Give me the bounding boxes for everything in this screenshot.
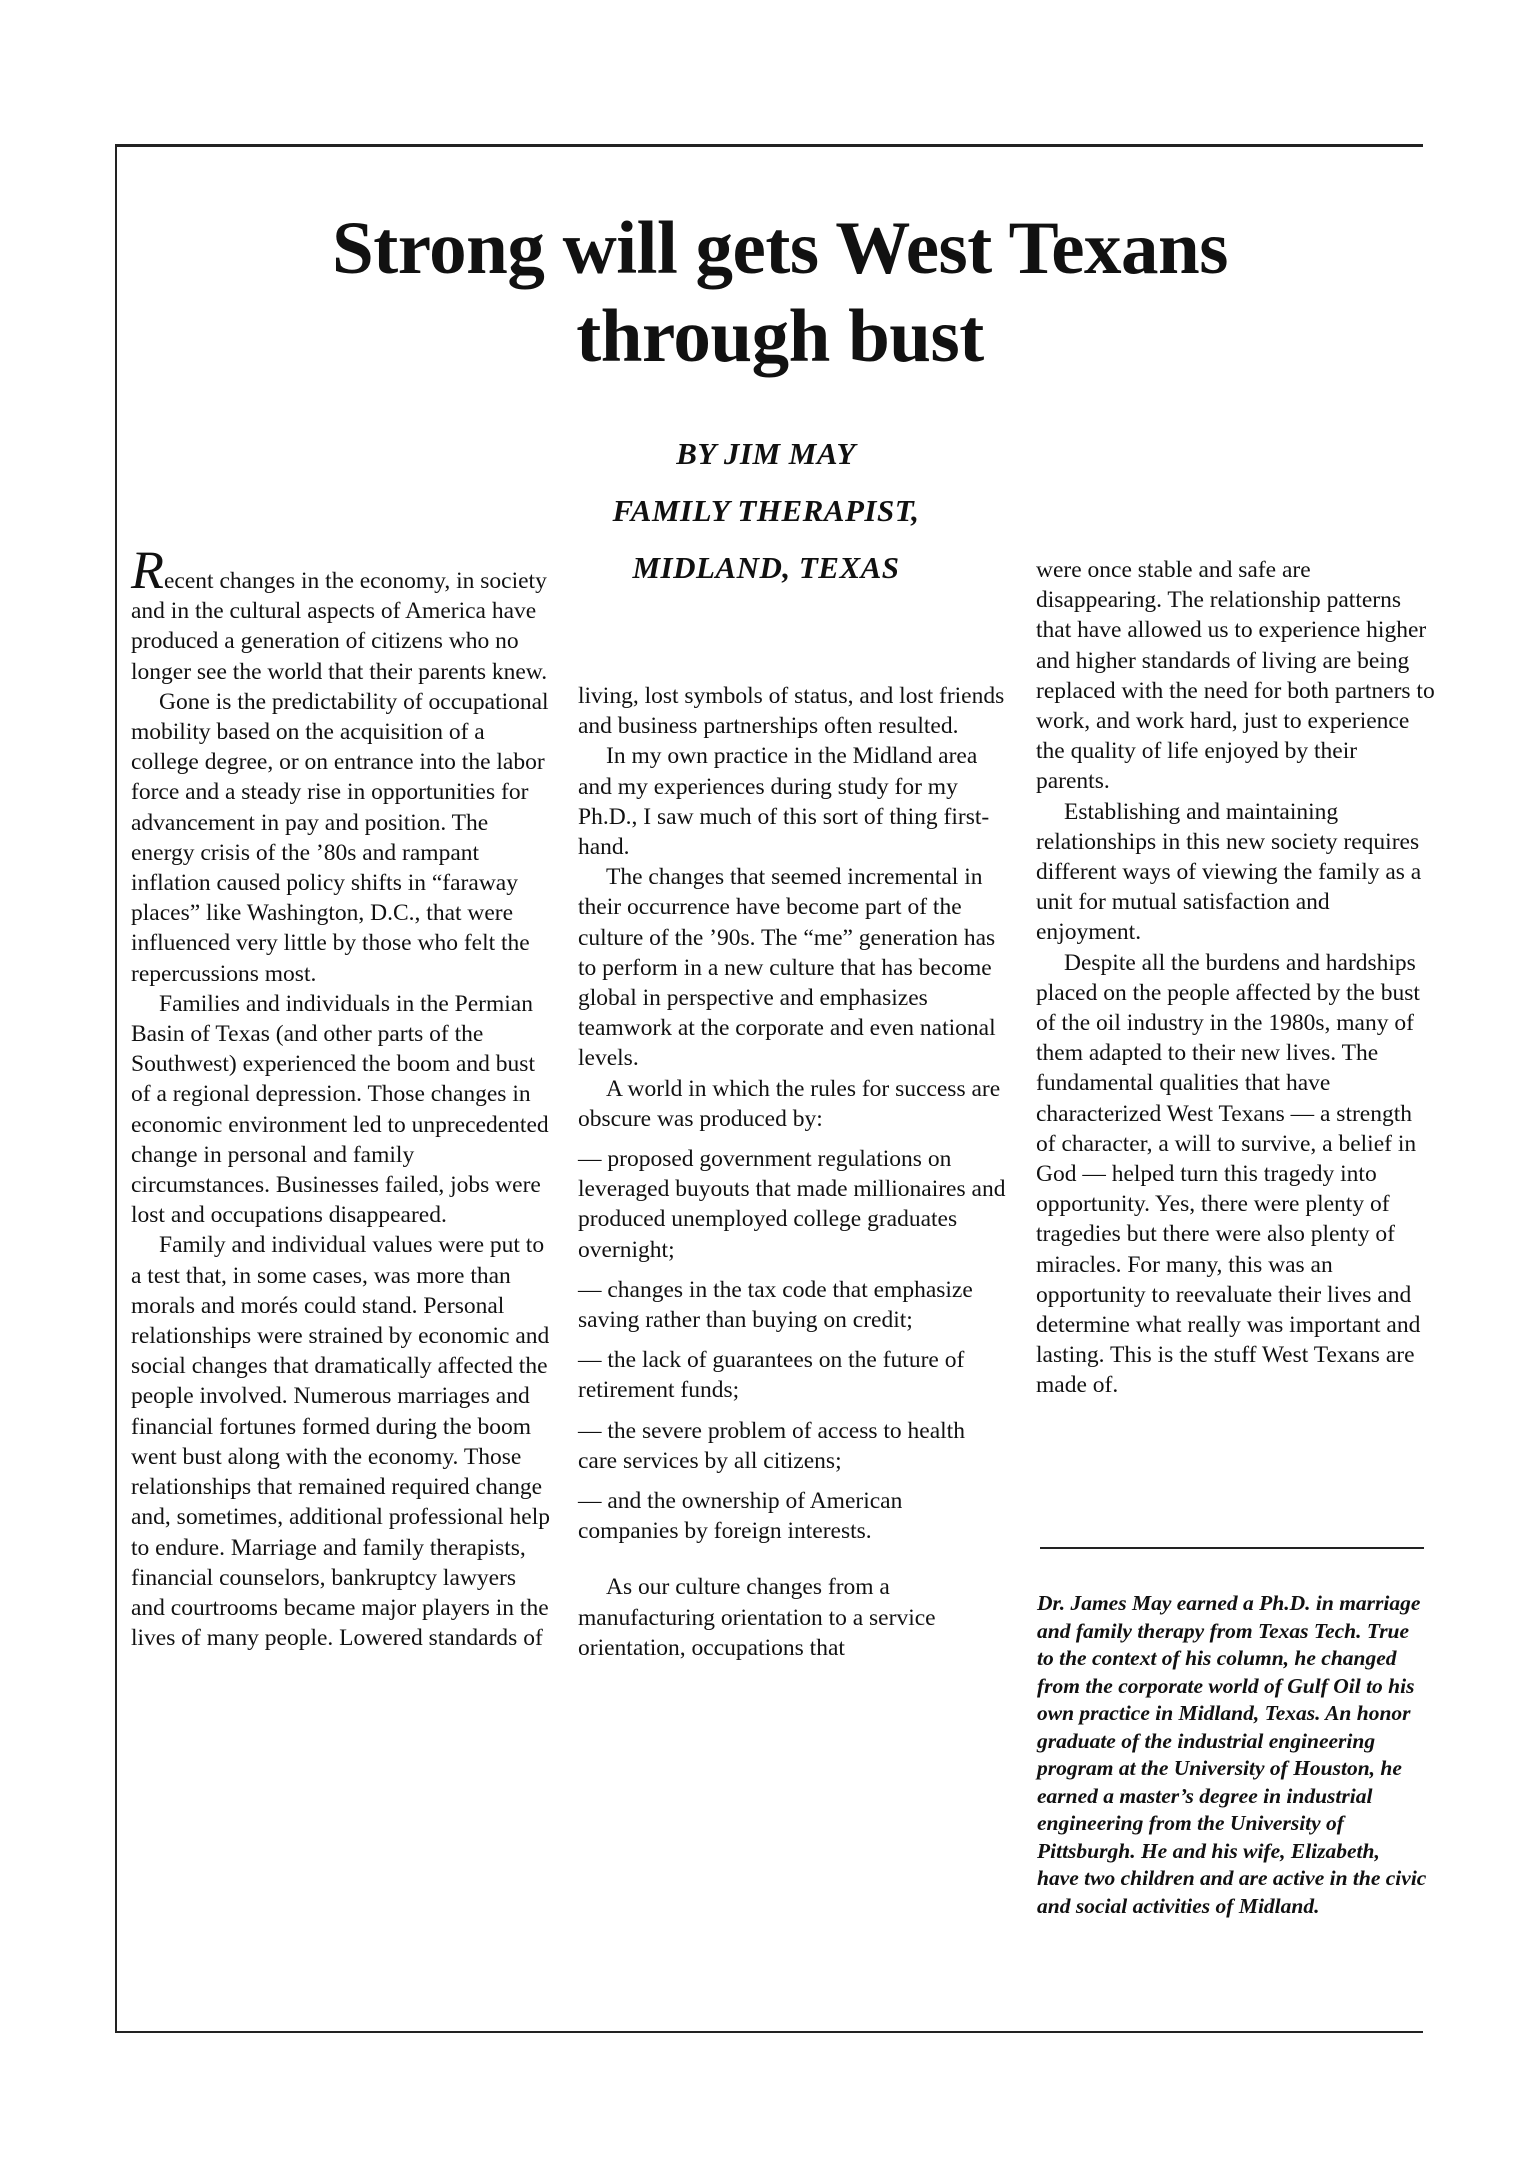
author-bio: Dr. James May earned a Ph.D. in marriage and family therapy from Texas Tech. True to the context of his column, he changed from the corporate world of Gulf Oil to his own practice in Midland, Texas. An honor graduate of the industrial engineering program at the University of Houston, he earned a master’s degree in industrial engineering from the University of Pittsburgh. He and his wife, Elizabeth, have two children and are active in the civic and social activities of Midland. xyxy=(1037,1591,1427,1918)
paragraph: were once stable and safe are disappearing. The relationship patterns that have allowed us to experience higher and higher standards of living are being replaced with the need for both partners to work, and work hard, just to experience the quality of life enjoyed by their parents. xyxy=(1036,557,1435,795)
paragraph: Family and individual values were put to a test that, in some cases, was more than morals and morés could stand. Personal relationships were strained by economic and social changes that dramatically affected the people involved. Numerous marriages and financial fortunes formed during the boom went bust along with the economy. Those relationships that remained required change and, sometimes, additional professional help to endure. Marriage and family therapists, financial counselors, bankruptcy lawyers and courtrooms became major players in the lives of many people. Lowered standards of xyxy=(131,1232,550,1652)
paragraph: Establishing and maintaining relationships in this new society requires different ways of viewing the family as a unit for mutual satisfaction and enjoyment. xyxy=(1036,798,1422,946)
list-item: — and the ownership of American companies by foreign interests. xyxy=(578,1488,903,1545)
paragraph: A world in which the rules for success are obscure was produced by: xyxy=(578,1075,1001,1132)
paragraph: As our culture changes from a manufacturing orientation to a service orientation, occupations that xyxy=(578,1574,936,1661)
list-item: — the severe problem of access to health care services by all citizens; xyxy=(578,1417,965,1474)
bio-divider xyxy=(1040,1547,1424,1549)
paragraph xyxy=(131,540,551,687)
list-item: — proposed government regulations on leveraged buyouts that made millionaires and produced unemployed college graduates overnight; xyxy=(578,1146,1006,1263)
byline xyxy=(556,425,976,596)
headline-line-1: Strong will gets West Texans xyxy=(332,207,1228,290)
paragraph: Gone is the predictability of occupational mobility based on the acquisition of a college degree, or on entrance into the labor force and a steady rise in opportunities for advancement in pay and position. The energy crisis of the ’80s and rampant inflation caused policy shifts in “faraway places” like Washington, D.C., that were influenced very little by those who felt the repercussions most. xyxy=(131,688,549,987)
paragraph-text: ecent changes in the economy, in society and in the cultural aspects of America have produced a generation of citizens who no longer see the world that their parents knew. xyxy=(131,568,548,685)
paragraph: living, lost symbols of status, and lost friends and business partnerships often resulted. xyxy=(578,683,1005,740)
paragraph: Families and individuals in the Permian Basin of Texas (and other parts of the Southwest) experienced the boom and bust of a regional depression. Those changes in economic environment led to unprecedented change in personal and family circumstances. Businesses failed, jobs were lost and occupations disappeared. xyxy=(131,990,549,1229)
list-item: — the lack of guarantees on the future of retirement funds; xyxy=(578,1347,965,1404)
paragraph: In my own practice in the Midland area and my experiences during study for my Ph.D., I saw much of this sort of thing first-hand. xyxy=(578,743,990,861)
headline xyxy=(180,205,1380,381)
paragraph: Despite all the burdens and hardships placed on the people affected by the bust of the oil industry in the 1980s, many of them adapted to their new lives. The fundamental qualities that have characterized West Texans — a strength of character, a will to survive, a belief in God — helped turn this tragedy into opportunity. Yes, there were plenty of tragedies but there were also plenty of miracles. For many, this was an opportunity to reevaluate their lives and determine what really was important and lasting. This is the stuff West Texans are made of. xyxy=(1036,949,1421,1399)
drop-cap: R xyxy=(131,540,164,600)
list-item: — changes in the tax code that emphasize saving rather than buying on credit; xyxy=(578,1276,973,1334)
frame-top-rule xyxy=(115,144,1423,147)
article-column-2 xyxy=(578,681,1008,1663)
byline-author: BY JIM MAY xyxy=(676,436,856,471)
frame-left-rule xyxy=(115,146,117,2033)
article-column-1 xyxy=(131,540,551,1653)
frame-bottom-rule xyxy=(115,2031,1423,2033)
paragraph: The changes that seemed incremental in their occurrence have become part of the culture of the ’90s. The “me” generation has to perform in a new culture that has become global in perspective and emphasizes teamwork at the corporate and even national levels. xyxy=(578,864,996,1072)
byline-title: FAMILY THERAPIST, xyxy=(612,493,920,528)
article-column-3 xyxy=(1036,555,1436,1401)
byline-location: MIDLAND, TEXAS xyxy=(632,550,900,585)
headline-line-2: through bust xyxy=(576,295,984,378)
